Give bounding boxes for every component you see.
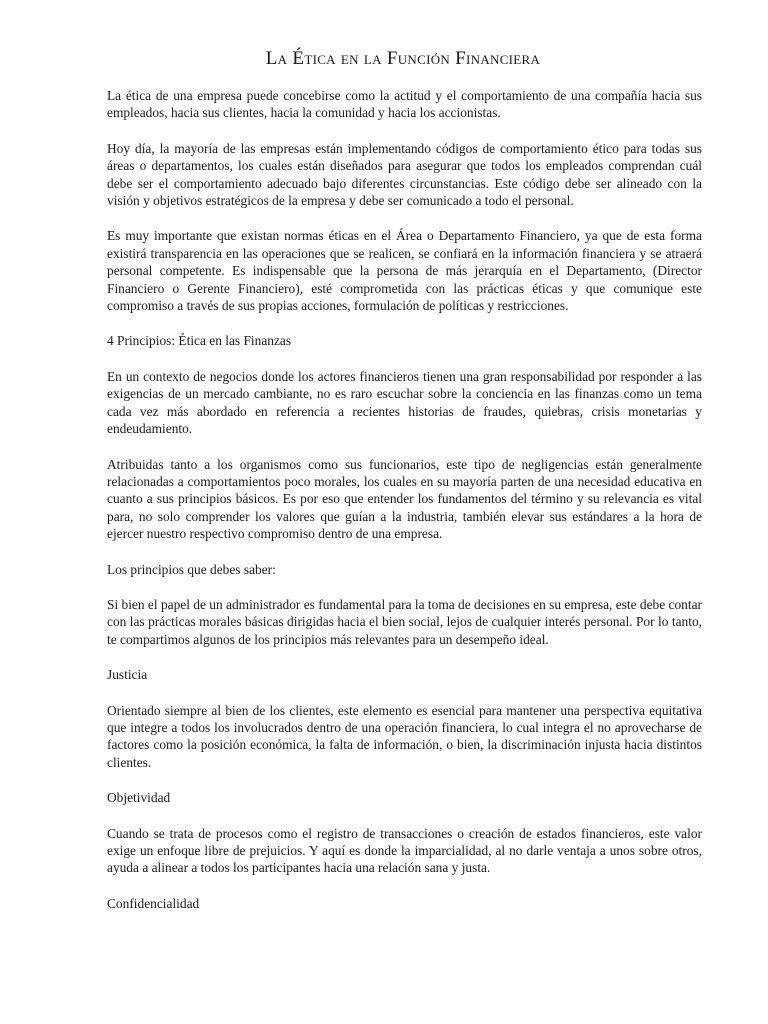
paragraph-administrator: Si bien el papel de un administrador es fundamental para la toma de decisiones en su empresa, este debe contar con las prácticas morales básicas dirigidas hacia el bien social, lejos de cualquier interés personal. Por lo tanto, te compartimos algunos de los principios más relevantes para un desempeño ideal. [107, 596, 702, 647]
section-heading-principles: 4 Principios: Ética en las Finanzas [107, 333, 292, 349]
paragraph-intro: La ética de una empresa puede concebirse como la actitud y el comportamiento de una compañía hacia sus empleados, hacia sus clientes, hacia la comunidad y hacia los accionistas. [107, 88, 702, 121]
paragraph-objectivity: Cuando se trata de procesos como el registro de transacciones o creación de estados financieros, este valor exige un enfoque libre de prejuicios. Y aquí es donde la imparcialidad, al no darle ventaja a unos sobre otros, ayuda a alinear a todos los participantes hacia una relación sana y justa. [107, 825, 702, 876]
document-title: La Ética en la Función Financiera [265, 48, 541, 69]
principle-heading-objectivity: Objetividad [107, 790, 171, 806]
paragraph-justice: Orientado siempre al bien de los clientes, este elemento es esencial para mantener una perspectiva equitativa que integre a todos los involucrados dentro de una operación financiera, lo cual integra el no aprovecharse de factores como la posición económica, la falta de información, o bien, la discriminación injusta hacia distintos clientes. [107, 702, 702, 770]
principle-heading-justice: Justicia [107, 667, 148, 683]
principle-heading-confidentiality: Confidencialidad [107, 895, 200, 911]
paragraph-negligence: Atribuidas tanto a los organismos como sus funcionarios, este tipo de negligencias están generalmente relacionadas a comportamientos poco morales, los cuales en su mayoría parten de una necesidad educativa en cuanto a sus principios básicos. Es por eso que entender los fundamentos del término y su relevancia es vital para, no solo comprender los valores que guían a la industria, también elevar sus estándares a la hora de ejercer nuestro respectivo compromiso dentro de una empresa. [107, 456, 702, 542]
paragraph-codes: Hoy día, la mayoría de las empresas están implementando códigos de comportamiento ético para todas sus áreas o departamentos, los cuales están diseñados para asegurar que todos los empleados comprendan cuál debe ser el comportamiento adecuado bajo diferentes circunstancias. Este código debe ser alineado con la visión y objetivos estratégicos de la empresa y debe ser comunicado a todo el personal. [107, 140, 702, 209]
section-heading-must-know: Los principios que debes saber: [107, 561, 276, 577]
document-body [107, 87, 702, 930]
paragraph-context: En un contexto de negocios donde los actores financieros tienen una gran responsabilidad por responder a las exigencias de un mercado cambiante, no es raro escuchar sobre la conciencia en las finanzas como un tema cada vez más abordado en referencia a recientes historias de fraudes, quiebras, crisis monetarias y endeudamiento. [107, 368, 702, 437]
paragraph-financial-department: Es muy importante que existan normas éticas en el Área o Departamento Financiero, ya que de esta forma existirá transparencia en las operaciones que se realicen, se confiará en la información financiera y se atraerá personal competente. Es indispensable que la persona de más jerarquía en el Departamento, (Director Financiero o Gerente Financiero), esté comprometida con las prácticas éticas y que comunique este compromiso a través de sus propias acciones, formulación de políticas y restricciones. [107, 228, 702, 314]
